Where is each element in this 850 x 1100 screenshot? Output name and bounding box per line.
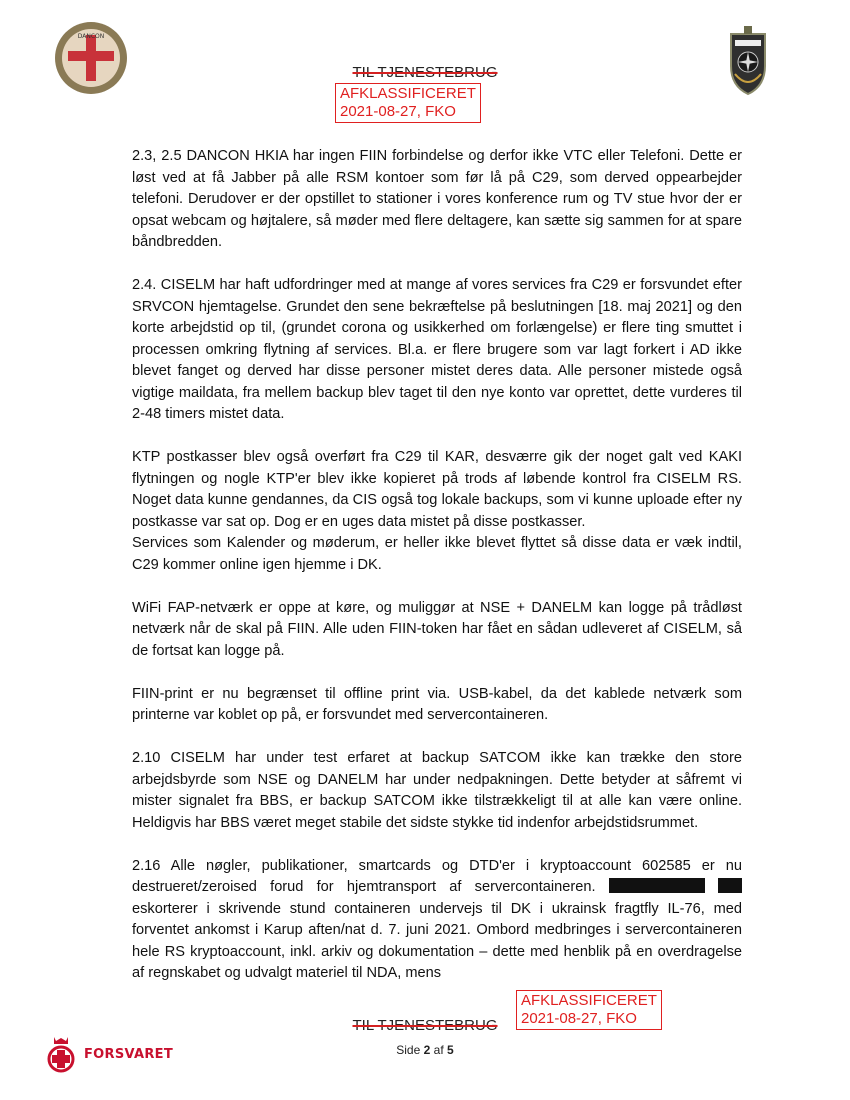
paragraph-2-16-part1: 2.16 Alle nøgler, publikationer, smartcards og DTD'er i kryptoaccount 602585 er nu destrueret/zeroised forud for hjemtransport af servercontaineren. [132, 857, 742, 895]
crown-emblem-icon [44, 1035, 78, 1073]
rs-nato-shield-logo [727, 26, 769, 96]
paragraph-2-4: 2.4. CISELM har haft udfordringer med at mange af vores services fra C29 er forsvundet efter SRVCON hjemtagelse. Grundet den sene bekræftelse på beslutningen [18. maj 2021] og den korte arbejdstid op til, (grundet corona og usikkerhed om forlængelse) er flere ting smuttet i processen omkring flytning af services. Bl.a. er flere brugere som var lagt forkert i AD ikke blevet fanget og derved har disse personer mistet deres data. Alle personer mistede også vigtige maildata, fra mellem backup blev taget til den nye konto var oprettet, dette vurderes til 2-48 timers mistet data. [132, 277, 742, 422]
paragraph-services: Services som Kalender og møderum, er heller ikke blevet flyttet så disse data er væk indtil, C29 kommer online igen hjemme i DK. [132, 535, 742, 573]
paragraph-2-10: 2.10 CISELM har under test erfaret at backup SATCOM ikke kan trække den store arbejdsbyrde som NSE og DANELM har under nedpakningen. Dette betyder at såfremt vi mister signalet fra BBS, er backup SATCOM ikke tilstrækkeligt til at alle kan være online. Heldigvis har BBS været meget stabile det sidste stykke tid indenfor arbejdstidsrummet. [132, 750, 742, 831]
classification-top: TIL TJENESTEBRUG [352, 64, 498, 81]
dancon-logo-text: DANCON [77, 33, 105, 40]
paragraph-2-16-part2: eskorterer i skrivende stund containeren undervejs til DK i ukrainsk fragtfly IL-76, med forventet ankomst i Karup aften/nat d. 7. juni 2021. Ombord medbringes i servercontaineren hele RS kryptoaccount, inkl. arkiv og dokumentation – dette med henblik på en overdragelse af regnskabet og udvalgt materiel til NDA, mens [132, 900, 742, 981]
classification-bottom: TIL TJENESTEBRUG [352, 1017, 498, 1034]
paragraph-ktp: KTP postkasser blev også overført fra C29 til KAR, desværre gik der noget galt ved KAKI flytningen og nogle KTP'er blev ikke kopieret på trods af løbende kontrol fra CISELM RS. Noget data kunne gendannes, da CIS også tog lokale backups, som vi kunne uploade efter ny postkasse var sat op. Dog er en uges data mistet på disse postkasser. [132, 449, 742, 530]
paragraph-2-16 [132, 856, 742, 985]
forsvaret-label: FORSVARET [84, 1046, 174, 1062]
redaction-block [718, 878, 742, 893]
paragraph-fiin-print: FIIN-print er nu begrænset til offline print via. USB-kabel, da det kablede netværk som printerne var koblet op på, er forsvundet med servercontaineren. [132, 685, 742, 723]
paragraph-wifi: WiFi FAP-netværk er oppe at køre, og muliggør at NSE + DANELM kan logge på trådløst netværk når de skal på FIIN. Alle uden FIIN-token har fået en sådan udleveret af CISELM, så de fortsat kan logge på. [132, 599, 742, 659]
declassified-stamp-top: AFKLASSIFICERET 2021-08-27, FKO [335, 83, 481, 123]
redaction-block [609, 878, 705, 893]
forsvaret-brand [44, 1035, 173, 1073]
declassified-stamp-bottom: AFKLASSIFICERET 2021-08-27, FKO [516, 990, 662, 1030]
dancon-logo [55, 22, 127, 94]
document-body [132, 146, 742, 985]
paragraph-2-3: 2.3, 2.5 DANCON HKIA har ingen FIIN forbindelse og derfor ikke VTC eller Telefoni. Dette er løst ved at få Jabber på alle RSM kontoer som før lå på C29, som derved oppearbejder telefoni. Derudover er der opstillet to stationer i vores konference rum og TV stue hvor der er opsat webcam og højtalere, så møder med flere deltagere, kan sætte sig sammen for at spare båndbredden. [132, 148, 742, 250]
page-number: Side 2 af 5 [396, 1043, 454, 1057]
